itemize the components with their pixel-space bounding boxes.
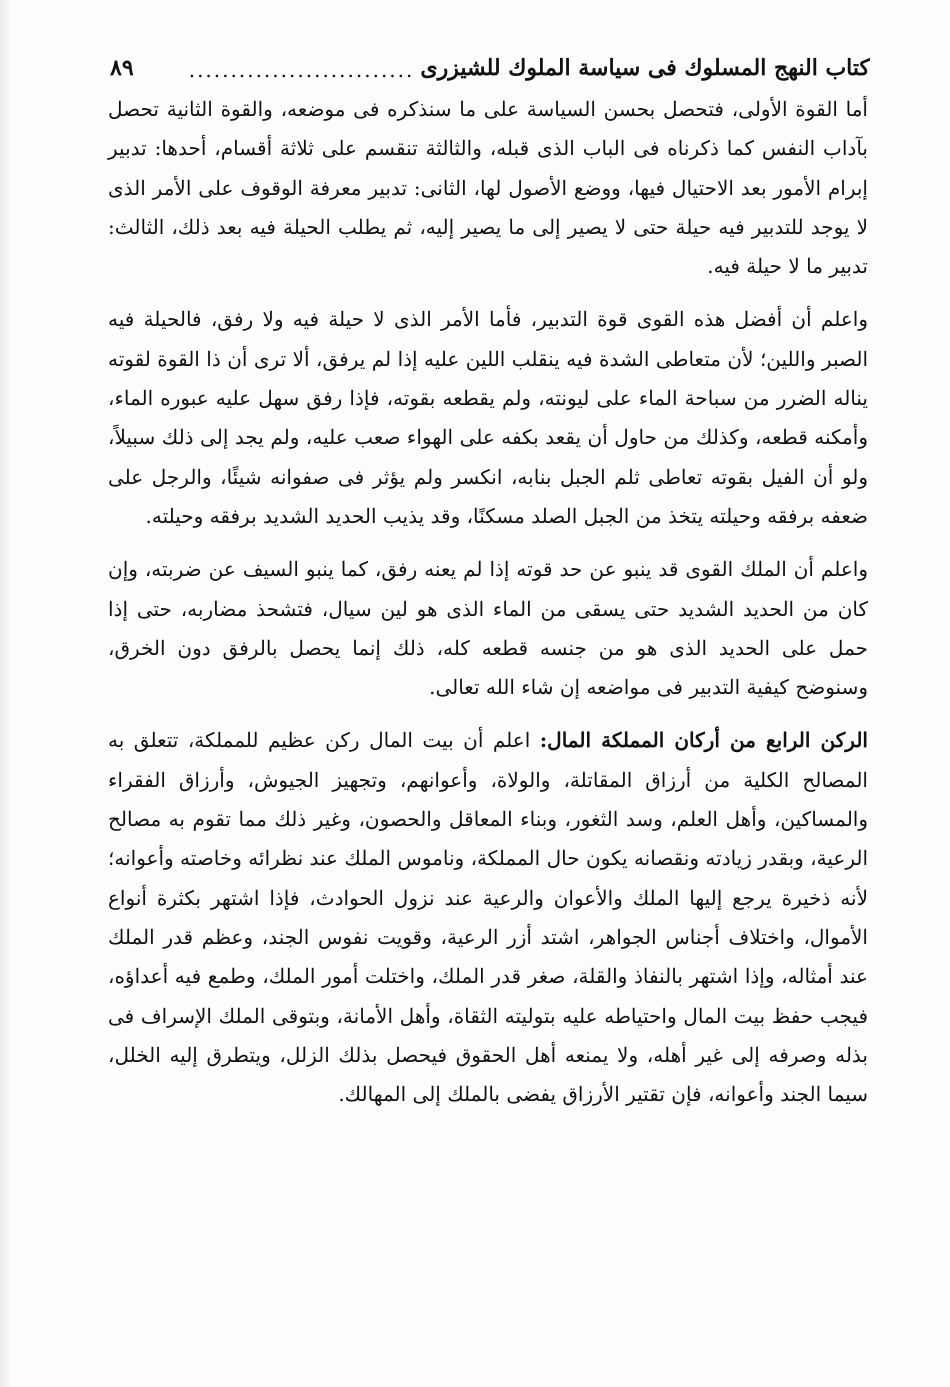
running-title: كتاب النهج المسلوك فى سياسة الملوك للشيزرى	[420, 55, 870, 81]
paragraph-1: أما القوة الأولى، فتحصل بحسن السياسة على ما سنذكره فى موضعه، والقوة الثانية تحصل بآداب النفس كما ذكرناه فى الباب الذى قبله، والثالثة تنقسم على ثلاثة أقسام، أحدها: تدبير إبرام الأمور بعد الاحتيال فيها، ووضع الأصول لها، الثانى: تدبير معرفة الوقوف على الأمر الذى لا يوجد للتدبير فيه حيلة حتى لا يصير إلى ما يصير إليه، ثم يطلب الحيلة فيه بعد ذلك، الثالث: تدبير ما لا حيلة فيه.	[108, 97, 868, 279]
page-number: ٨٩	[110, 55, 134, 81]
dot-leader: ...........................	[188, 58, 415, 82]
body-text	[108, 90, 868, 1114]
page-edge-shadow	[0, 0, 12, 1387]
paragraph-3: واعلم أن الملك القوى قد ينبو عن حد قوته إذا لم يعنه رفق، كما ينبو السيف عن ضربته، وإن كان من الحديد الشديد حتى يسقى من الماء الذى هو لين سيال، فتشحذ مضاربه، حتى إذا حمل على الحديد الذى هو من جنسه قطعه كله، ذلك إنما يحصل بالرفق دون الخرق، وسنوضح كيفية التدبير فى مواضعه إن شاء الله تعالى.	[108, 557, 868, 700]
page-header	[110, 46, 870, 90]
section-heading: الركن الرابع من أركان المملكة المال:	[539, 728, 868, 753]
paragraph-4	[108, 721, 868, 1114]
paragraph-2: واعلم أن أفضل هذه القوى قوة التدبير، فأما الأمر الذى لا حيلة فيه ولا رفق، فالحيلة فيه الصبر واللين؛ لأن متعاطى الشدة فيه ينقلب اللين عليه إذا لم يرفق، ألا ترى أن ذا القوة لقوته يناله الضرر من سباحة الماء على ليونته، ولم يقطعه بقوته، فإذا رفق سهل عليه عبوره الماء، وأمكنه قطعه، وكذلك من حاول أن يقعد بكفه على الهواء صعب عليه، ولم يجد إلى ذلك سبيلاً، ولو أن الفيل بقوته تعاطى ثلم الجبل بنابه، انكسر ولم يؤثر فى صفوانه شيئًا، والرجل على ضعفه برفقه وحيلته يتخذ من الجبل الصلد مسكنًا، وقد يذيب الحديد الشديد برفقه وحيلته.	[108, 307, 868, 528]
paragraph-4-text: اعلم أن بيت المال ركن عظيم للمملكة، تتعلق به المصالح الكلية من أرزاق المقاتلة، والولاة، وأعوانهم، وتجهيز الجيوش، وأرزاق الفقراء والمساكين، وأهل العلم، وسد الثغور، وبناء المعاقل والحصون، وغير ذلك مما تقوم به مصالح الرعية، وبقدر زيادته ونقصانه يكون حال المملكة، وناموس الملك عند نظرائه وخاصته وأعوانه؛ لأنه ذخيرة يرجع إليها الملك والأعوان والرعية عند نزول الحوادث، فإذا اشتهر بكثرة أنواع الأموال، واختلاف أجناس الجواهر، اشتد أزر الرعية، وقويت نفوس الجند، وعظم قدر الملك عند أمثاله، وإذا اشتهر بالنفاذ والقلة، صغر قدر الملك، واختلت أمور الملك، وطمع فيه أعداؤه، فيجب حفظ بيت المال واحتياطه عليه بتوليته الثقاة، وأهل الأمانة، وبتوقى الملك الإسراف فى بذله وصرفه إلى غير أهله، ولا يمنعه أهل الحقوق فيحصل بذلك الزلل، ويتطرق إليه الخلل، سيما الجند وأعوانه، فإن تقتير الأرزاق يفضى بالملك إلى المهالك.	[108, 728, 868, 1107]
